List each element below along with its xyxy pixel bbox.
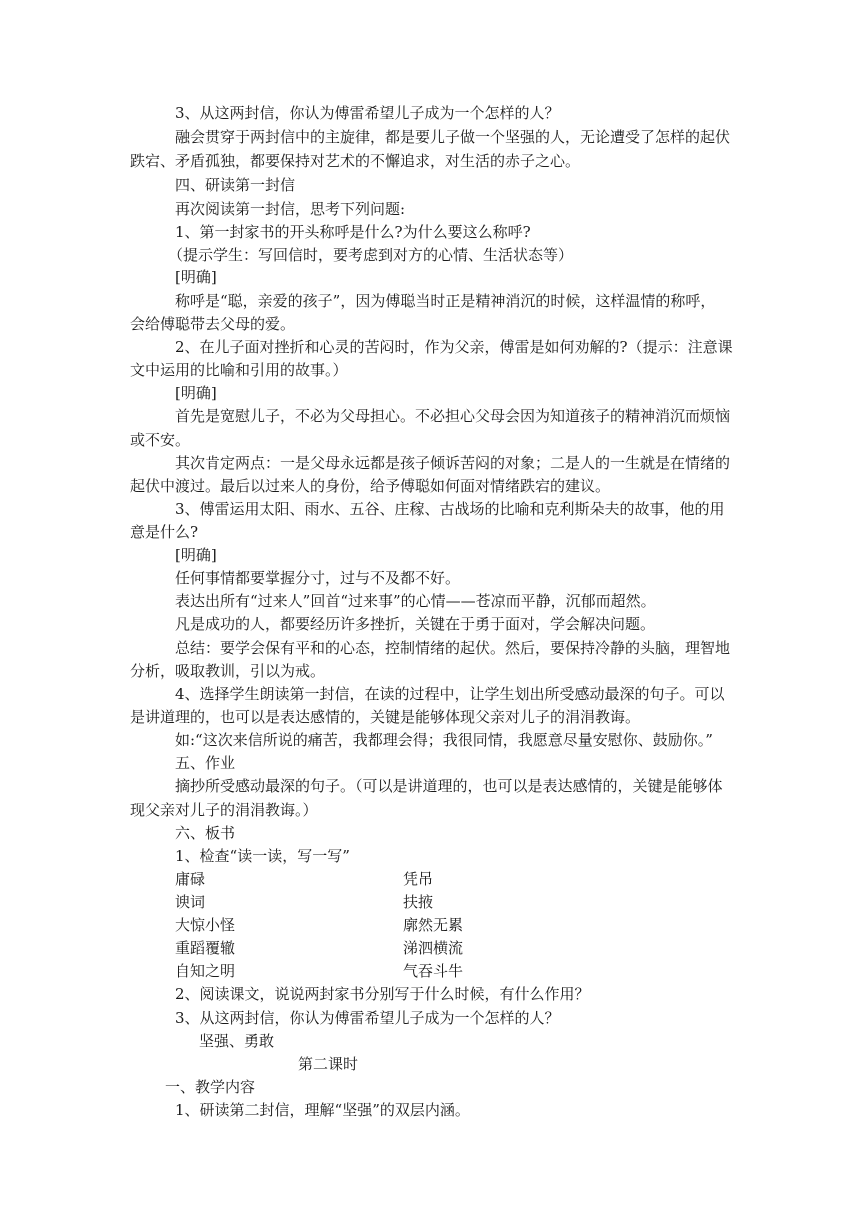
word-left: 自知之明 <box>175 962 236 980</box>
text-line: 摘抄所受感动最深的句子。（可以是讲道理的，也可以是表达感情的，关键是能够体 <box>175 777 723 795</box>
question-line: 4、选择学生朗读第一封信，在读的过程中，让学生划出所受感动最深的句子。可以 <box>175 685 725 703</box>
text-line: 其次肯定两点：一是父母永远都是孩子倾诉苦闷的对象；二是人的一生就是在情绪的 <box>175 454 731 472</box>
word-right: 扶掖 <box>403 893 434 911</box>
word-right: 涕泗横流 <box>403 939 464 957</box>
quote-line: 如:“这次来信所说的痛苦，我都理会得；我很同情，我愿意尽量安慰你、鼓励你。” <box>175 731 713 749</box>
answer-marker: [明确] <box>175 268 217 286</box>
text-line: 3、从这两封信，你认为傅雷希望儿子成为一个怎样的人？ <box>175 1009 560 1027</box>
text-line: 会给傅聪带去父母的爱。 <box>130 315 296 333</box>
text-line: 总结：要学会保有平和的心态，控制情绪的起伏。然后，要保持冷静的头脑，理智地 <box>175 639 731 657</box>
answer-marker: [明确] <box>175 384 217 402</box>
text-line: 1、检查“读一读，写一写” <box>175 847 350 865</box>
text-line: 再次阅读第一封信，思考下列问题: <box>175 200 406 218</box>
text-line: 分析，吸取教训，引以为戒。 <box>130 662 326 680</box>
hint-line: （提示学生：写回信时，要考虑到对方的心情、生活状态等） <box>168 246 574 264</box>
word-left: 庸碌 <box>175 870 206 888</box>
text-line: 2、阅读课文，说说两封家书分别写于什么时候，有什么作用？ <box>175 985 590 1003</box>
word-left: 重蹈覆辙 <box>175 939 236 957</box>
text-line: 首先是宽慰儿子，不必为父母担心。不必担心父母会因为知道孩子的精神消沉而烦恼 <box>175 407 731 425</box>
word-right: 廓然无累 <box>403 916 464 934</box>
answer-marker: [明确] <box>175 546 217 564</box>
text-line: 3、从这两封信，你认为傅雷希望儿子成为一个怎样的人？ <box>175 104 560 122</box>
word-left: 谀词 <box>175 893 206 911</box>
section-heading: 一、教学内容 <box>165 1078 256 1096</box>
lesson-heading: 第二课时 <box>298 1055 359 1073</box>
question-line: 1、第一封家书的开头称呼是什么?为什么要这么称呼? <box>175 223 531 241</box>
section-heading: 四、研读第一封信 <box>175 176 296 194</box>
text-line: 凡是成功的人，都要经历许多挫折，关键在于勇于面对，学会解决问题。 <box>175 615 656 633</box>
question-line: 3、傅雷运用太阳、雨水、五谷、庄稼、古战场的比喻和克利斯朵夫的故事，他的用 <box>175 500 725 518</box>
text-line: 起伏中渡过。最后以过来人的身份，给予傅聪如何面对情绪跌宕的建议。 <box>130 477 611 495</box>
text-line: 融会贯穿于两封信中的主旋律，都是要儿子做一个坚强的人，无论遭受了怎样的起伏 <box>175 128 731 146</box>
word-right: 气吞斗牛 <box>403 962 464 980</box>
text-line: 表达出所有“过来人”回首“过来事”的心情——苍凉而平静，沉郁而超然。 <box>175 592 656 610</box>
text-line: 坚强、勇敢 <box>199 1032 275 1050</box>
text-line: 意是什么? <box>130 523 199 541</box>
text-line: 是讲道理的，也可以是表达感情的，关键是能够体现父亲对儿子的涓涓教诲。 <box>130 708 641 726</box>
text-line: 或不安。 <box>130 431 191 449</box>
section-heading: 六、板书 <box>175 824 236 842</box>
text-line: 称呼是“聪，亲爱的孩子”，因为傅聪当时正是精神消沉的时候，这样温情的称呼， <box>175 292 716 310</box>
word-right: 凭吊 <box>403 870 434 888</box>
section-heading: 五、作业 <box>175 754 236 772</box>
text-line: 跌宕、矛盾孤独，都要保持对艺术的不懈追求，对生活的赤子之心。 <box>130 152 581 170</box>
text-line: 现父亲对儿子的涓涓教诲。） <box>130 801 318 819</box>
text-line: 任何事情都要掌握分寸，过与不及都不好。 <box>175 569 461 587</box>
question-line: 2、在儿子面对挫折和心灵的苦闷时，作为父亲，傅雷是如何劝解的?（提示：注意课 <box>175 338 733 356</box>
text-line: 文中运用的比喻和引用的故事。） <box>130 361 348 379</box>
word-left: 大惊小怪 <box>175 916 236 934</box>
text-line: 1、研读第二封信，理解“坚强”的双层内涵。 <box>175 1101 470 1119</box>
